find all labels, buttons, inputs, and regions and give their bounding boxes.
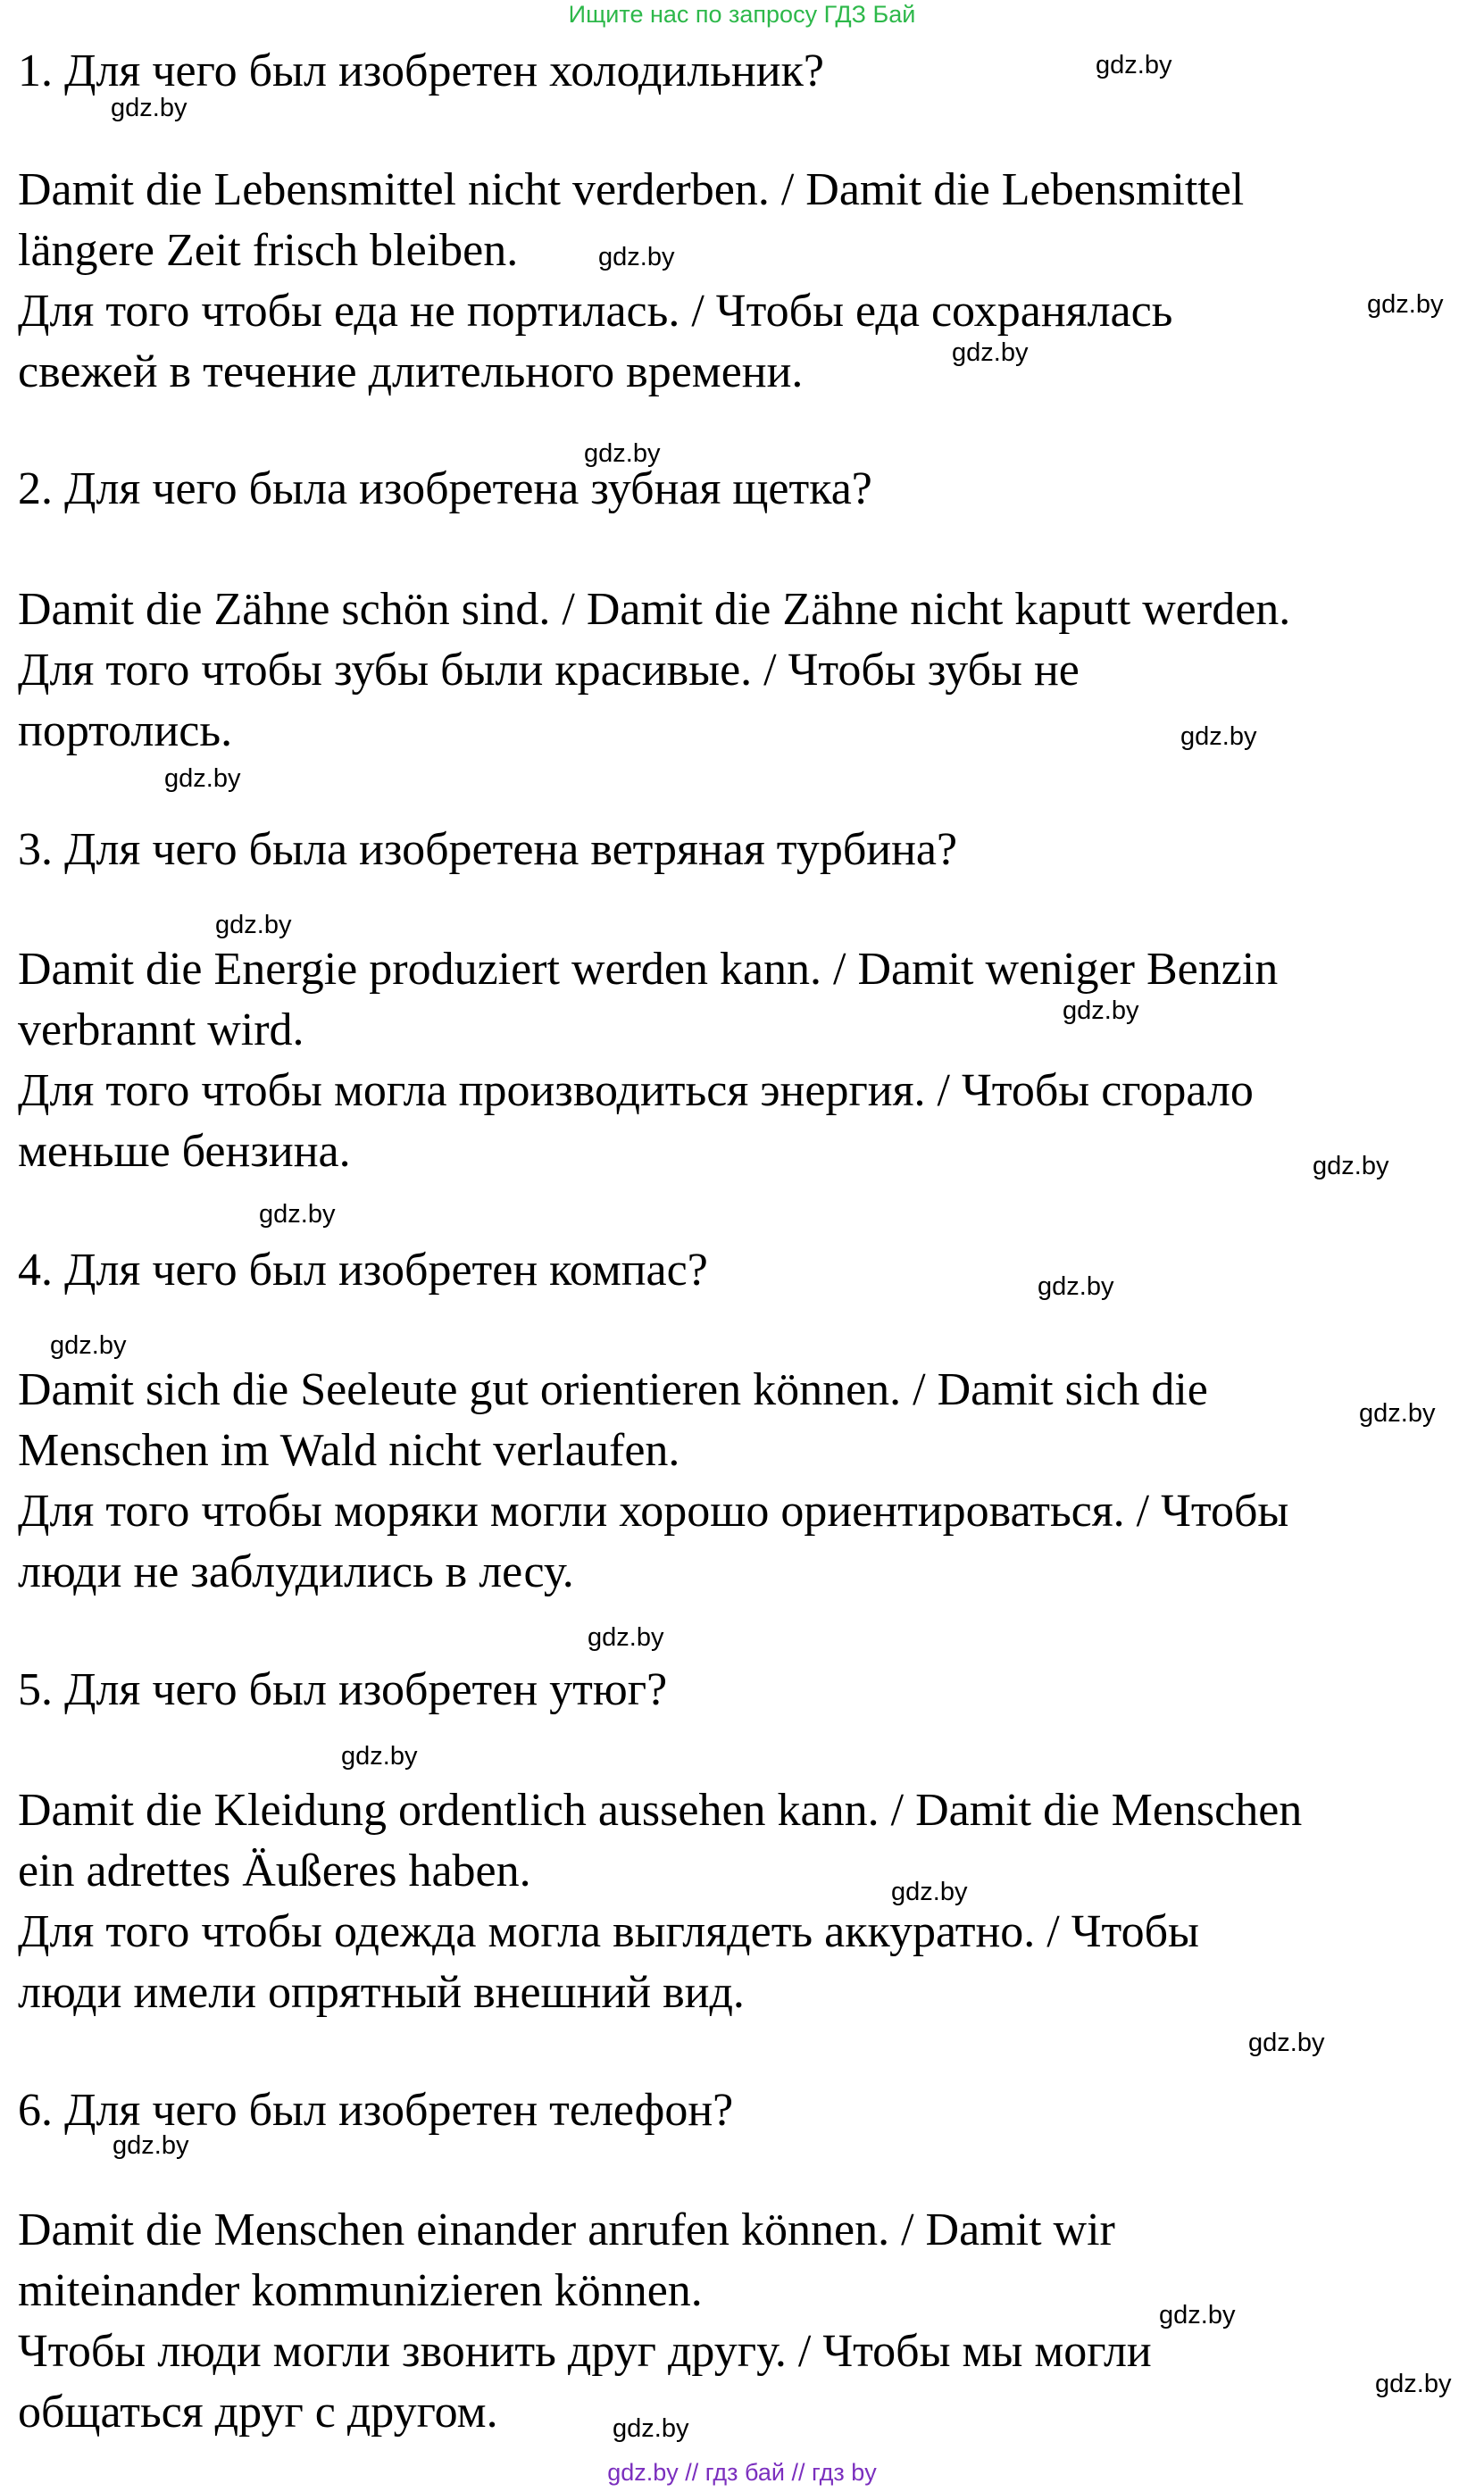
header-banner: Ищите нас по запросу ГДЗ Бай <box>568 1 916 28</box>
answer-6-de-line-2: miteinander kommunizieren können. <box>18 2265 703 2316</box>
watermark: gdz.by <box>164 764 241 793</box>
watermark: gdz.by <box>952 338 1029 367</box>
question-5: 5. Для чего был изобретен утюг? <box>18 1664 668 1715</box>
watermark: gdz.by <box>1180 722 1257 751</box>
answer-3-ru-line-2: меньше бензина. <box>18 1126 351 1177</box>
watermark: gdz.by <box>1367 290 1444 319</box>
watermark: gdz.by <box>598 243 675 271</box>
watermark: gdz.by <box>1359 1399 1436 1428</box>
answer-4-de-line-1: Damit sich die Seeleute gut orientieren können. / Damit sich die <box>18 1364 1208 1415</box>
watermark: gdz.by <box>1038 1272 1114 1301</box>
answer-4-de-line-2: Menschen im Wald nicht verlaufen. <box>18 1425 680 1476</box>
watermark: gdz.by <box>1375 2370 1452 2398</box>
answer-1-ru-line-2: свежей в течение длительного времени. <box>18 346 804 397</box>
answer-5-ru-line-2: люди имели опрятный внешний вид. <box>18 1967 745 2018</box>
watermark: gdz.by <box>1063 996 1139 1025</box>
footer-links: gdz.by // гдз бай // гдз by <box>607 2459 877 2486</box>
watermark: gdz.by <box>259 1200 336 1229</box>
watermark: gdz.by <box>584 439 661 468</box>
question-2: 2. Для чего была изобретена зубная щетка? <box>18 463 872 514</box>
answer-2-de-line-1: Damit die Zähne schön sind. / Damit die Zähne nicht kaputt werden. <box>18 584 1291 635</box>
answer-5-ru-line-1: Для того чтобы одежда могла выглядеть аккуратно. / Чтобы <box>18 1906 1199 1957</box>
answer-4-ru-line-1: Для того чтобы моряки могли хорошо ориентироваться. / Чтобы <box>18 1486 1289 1537</box>
question-1: 1. Для чего был изобретен холодильник? <box>18 46 824 96</box>
answer-4-ru-line-2: люди не заблудились в лесу. <box>18 1546 574 1597</box>
watermark: gdz.by <box>588 1623 664 1652</box>
answer-5-de-line-2: ein adrettes Äußeres haben. <box>18 1846 531 1896</box>
watermark: gdz.by <box>215 911 292 939</box>
answer-3-de-line-2: verbrannt wird. <box>18 1004 304 1055</box>
watermark: gdz.by <box>1313 1152 1389 1180</box>
answer-2-ru-line-1: Для того чтобы зубы были красивые. / Чтобы зубы не <box>18 645 1080 696</box>
answer-3-ru-line-1: Для того чтобы могла производиться энергия. / Чтобы сгорало <box>18 1065 1254 1116</box>
question-4: 4. Для чего был изобретен компас? <box>18 1245 708 1296</box>
watermark: gdz.by <box>1159 2301 1236 2329</box>
answer-2-ru-line-2: портолись. <box>18 705 233 756</box>
question-3: 3. Для чего была изобретена ветряная турбина? <box>18 824 958 875</box>
watermark: gdz.by <box>113 2131 189 2160</box>
answer-1-de-line-2: längere Zeit frisch bleiben. <box>18 225 519 276</box>
answer-6-ru-line-2: общаться друг с другом. <box>18 2387 498 2438</box>
answer-5-de-line-1: Damit die Kleidung ordentlich aussehen kann. / Damit die Menschen <box>18 1785 1303 1836</box>
answer-1-ru-line-1: Для того чтобы еда не портилась. / Чтобы еда сохранялась <box>18 286 1173 337</box>
watermark: gdz.by <box>891 1878 968 1906</box>
answer-3-de-line-1: Damit die Energie produziert werden kann. / Damit weniger Benzin <box>18 944 1279 995</box>
question-6: 6. Для чего был изобретен телефон? <box>18 2085 734 2136</box>
answer-6-de-line-1: Damit die Menschen einander anrufen können. / Damit wir <box>18 2204 1115 2255</box>
answer-6-ru-line-1: Чтобы люди могли звонить друг другу. / Чтобы мы могли <box>18 2326 1152 2377</box>
watermark: gdz.by <box>111 94 188 122</box>
answer-1-de-line-1: Damit die Lebensmittel nicht verderben. / Damit die Lebensmittel <box>18 164 1245 215</box>
watermark: gdz.by <box>1248 2029 1325 2057</box>
watermark: gdz.by <box>1096 51 1172 79</box>
watermark: gdz.by <box>50 1331 127 1360</box>
watermark: gdz.by <box>341 1742 418 1771</box>
watermark: gdz.by <box>613 2414 689 2443</box>
